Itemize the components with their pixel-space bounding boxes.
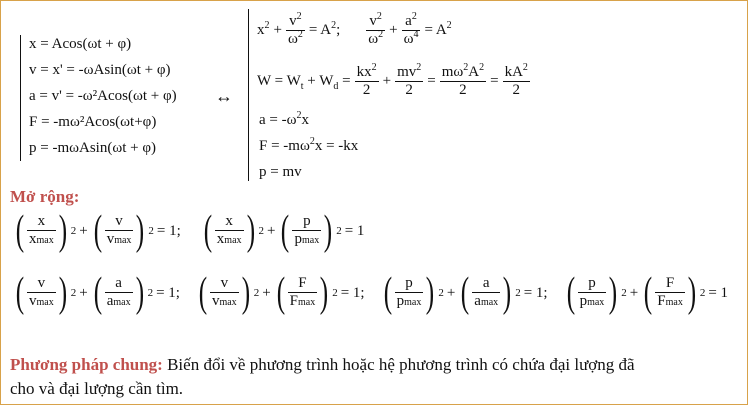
- right-eq-force: $F = -m\omega^2x = -kx$: [259, 136, 359, 154]
- left-eq-2: v = x' = -ωAsin(ωt + φ): [29, 62, 171, 78]
- left-eq-5: p = -mωAsin(ωt + φ): [29, 140, 156, 156]
- right-brace: [248, 9, 249, 181]
- method-text-1: Biến đổi về phương trình hoặc hệ phương trình có chứa đại lượng đã: [162, 355, 635, 374]
- extension-row-1: ( $\frac{x}{xmax}$ ) 2 + ( $\frac{v}{vmax}$ ) 2 = 1; ( $\frac{x}{xmax}$ ) 2 + ( $\frac{p}{pmax}$ ) 2 = 1: [15, 208, 365, 254]
- method-label: Phương pháp chung:: [10, 355, 163, 374]
- method-paragraph: [10, 353, 740, 401]
- left-eq-4: F = -mω²Acos(ωt+φ): [29, 114, 157, 130]
- left-eq-3: a = v' = -ω²Acos(ωt + φ): [29, 88, 177, 104]
- right-eq-energy-amplitude: $x^2$ + $\frac{v^2}{\omega^2}$ = $A^2$; $\frac{v^2}{\omega^2}$ + $\frac{a^2}{\omega^4}$ = $A^2$: [257, 11, 452, 47]
- right-eq-acceleration: $a = -\omega^2x$: [259, 110, 309, 128]
- left-eq-1: x = Acos(ωt + φ): [29, 36, 132, 52]
- right-eq-momentum: p = mv: [259, 164, 302, 180]
- extension-heading: Mở rộng:: [10, 187, 80, 206]
- extension-row-2: ( $\frac{v}{vmax}$ ) 2 + ( $\frac{a}{amax}$ ) 2 = 1; ( $\frac{v}{vmax}$ ) 2 + ( $\frac{F}{Fmax}$ ) 2 = 1; ( $\frac{p}{pmax}$ ) 2 + ( $\frac{a}{amax}$ ) 2 = 1; ( $\frac{p}{pmax}$ ) 2 + ( $\frac{F}{Fmax}$ ) 2 = 1: [15, 270, 729, 316]
- left-brace: [20, 35, 21, 161]
- method-text-2: cho và đại lượng cần tìm.: [10, 379, 184, 398]
- right-eq-energy: $W = W_t + W_d$ = $\frac{kx^2}{2}$ + $\frac{mv^2}{2}$ = $\frac{m\omega^2A^2}{2}$ = $\frac{kA^2}{2}$: [257, 62, 528, 98]
- equivalence-arrow: ↔: [215, 86, 233, 106]
